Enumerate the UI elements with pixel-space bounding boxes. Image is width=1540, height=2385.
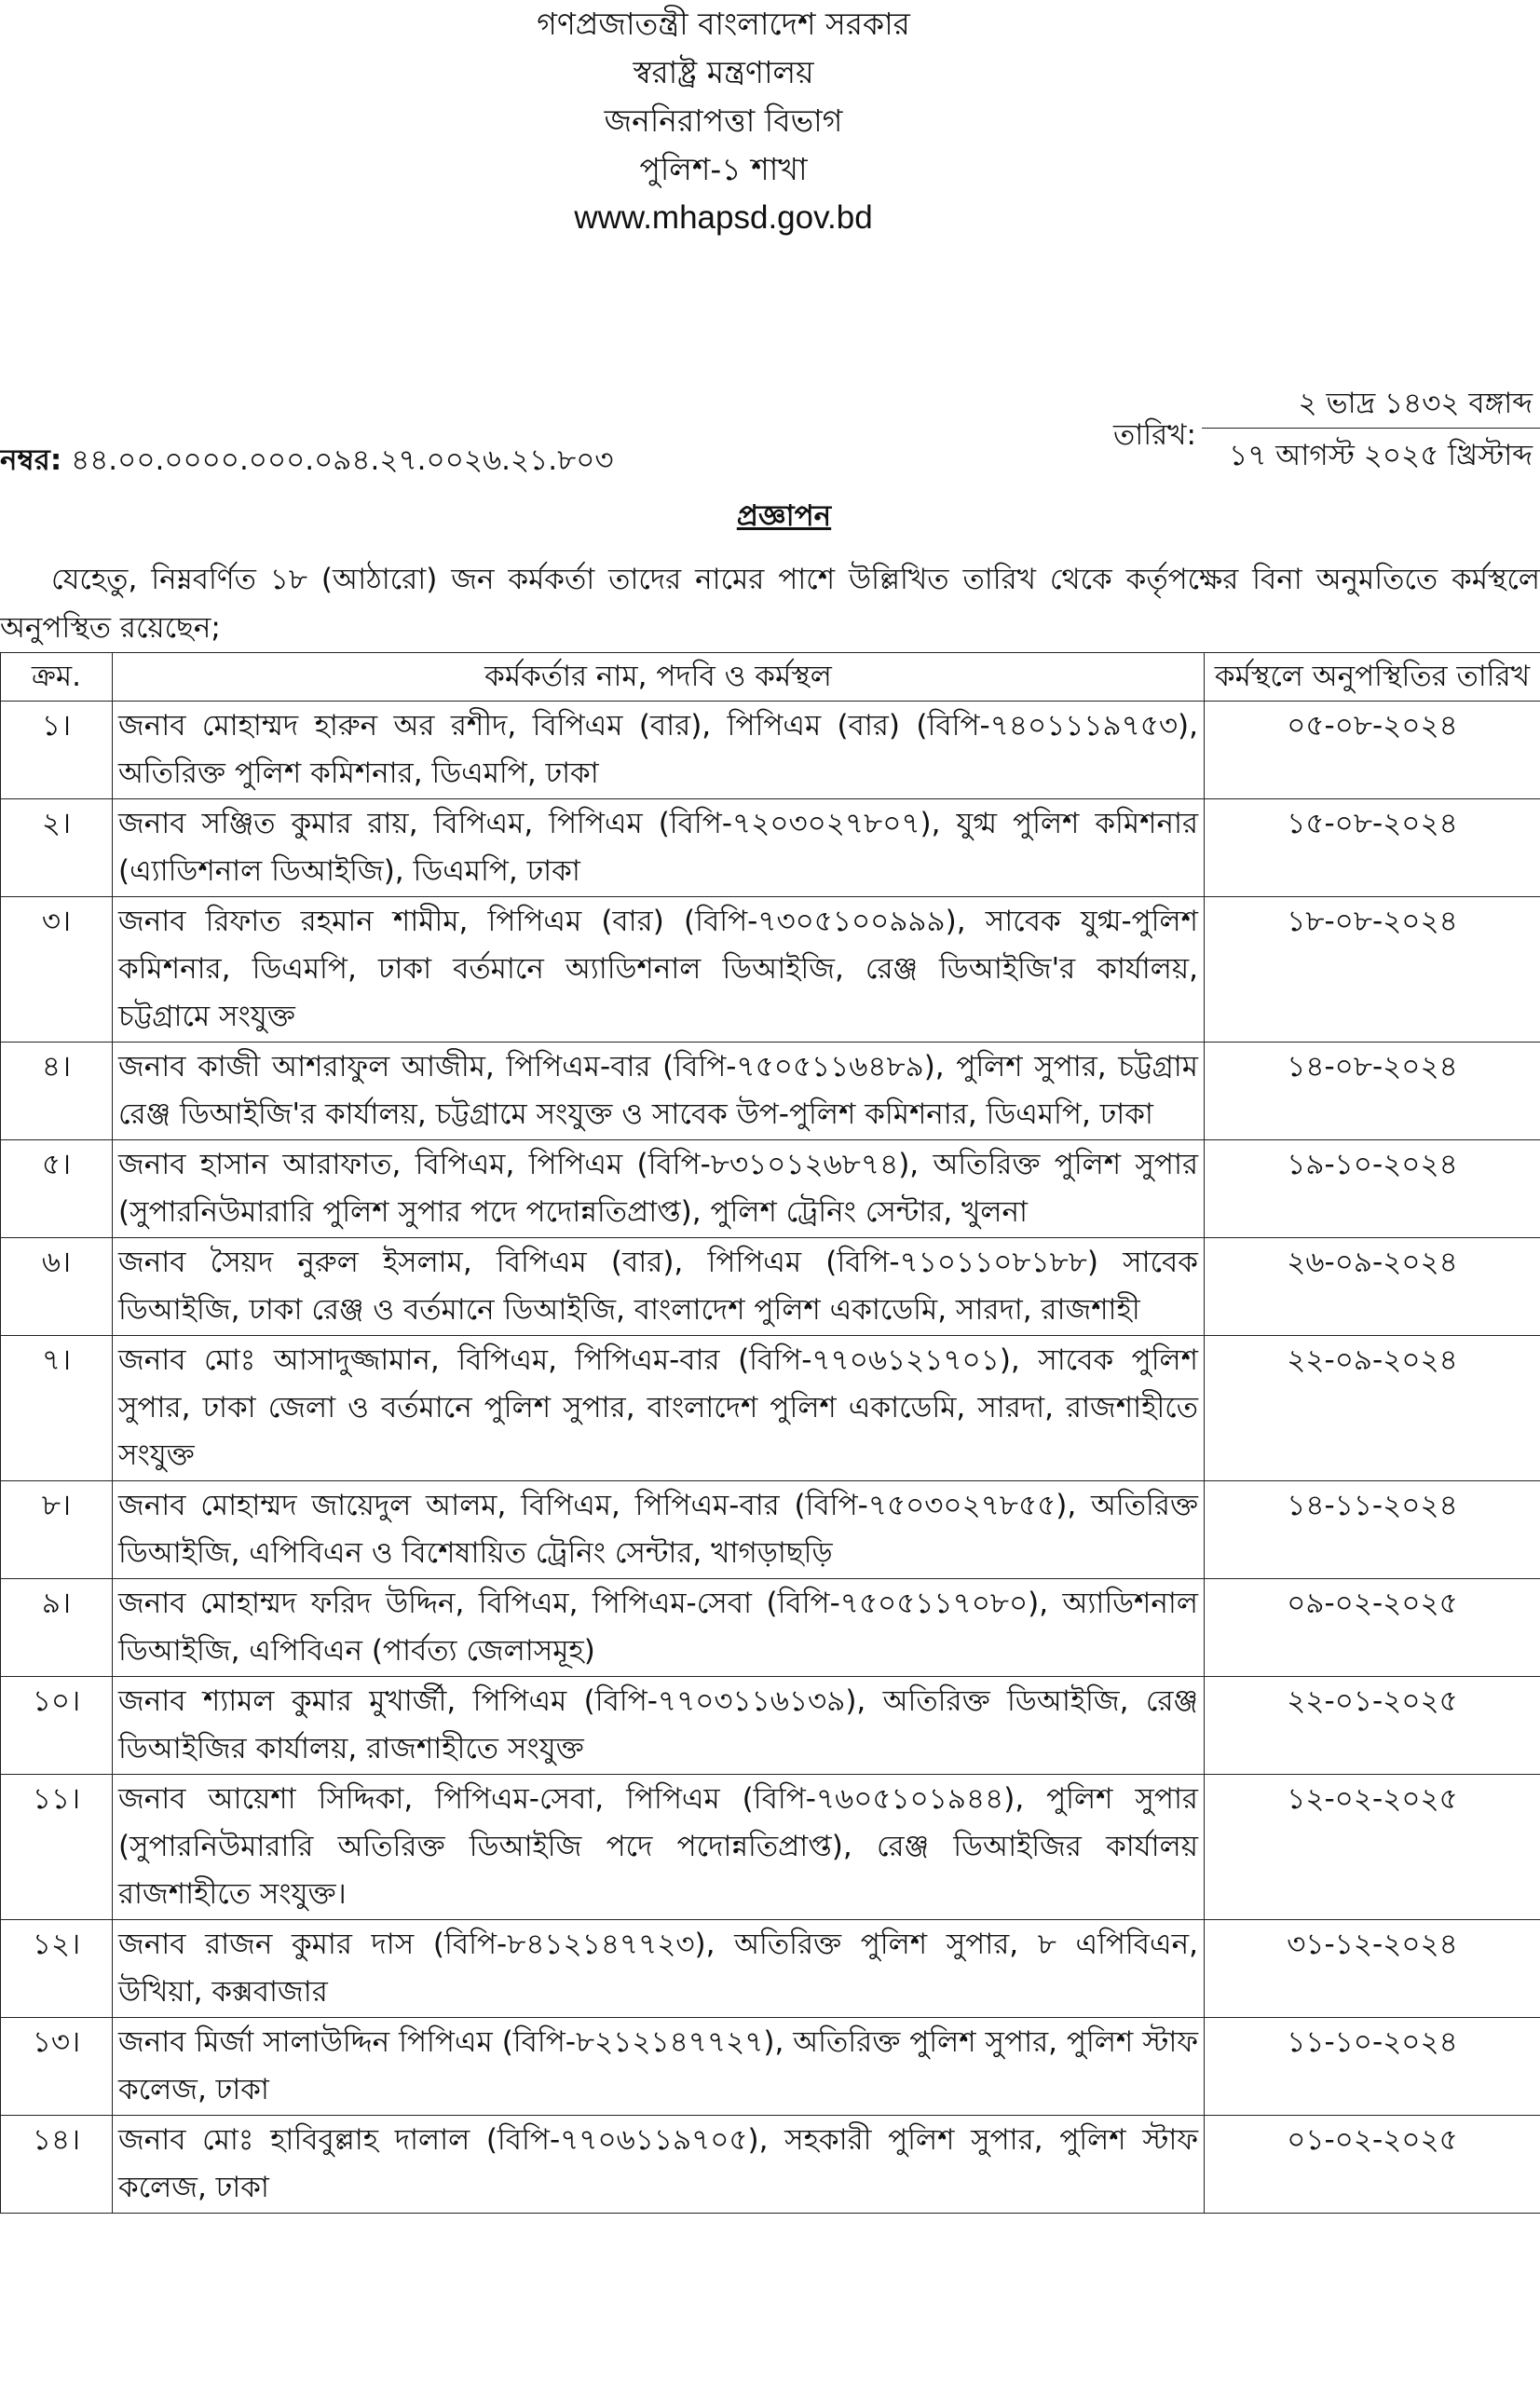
division-name: জননিরাপত্তা বিভাগ (604, 102, 843, 139)
row-description: জনাব সৈয়দ নুরুল ইসলাম, বিপিএম (বার), পিপিএম (বিপি-৭১০১১০৮১৮৮) সাবেক ডিআইজি, ঢাকা রেঞ্জ ও বর্তমানে ডিআইজি, বাংলাদেশ পুলিশ একাডেমি, সারদা, রাজশাহী (113, 1238, 1205, 1336)
row-absence-date: ১২-০২-২০২৫ (1205, 1775, 1540, 1920)
table-row (1, 2116, 1540, 2214)
row-description: জনাব রিফাত রহমান শামীম, পিপিএম (বার) (বিপি-৭৩০৫১০০৯৯৯), সাবেক যুগ্ম-পুলিশ কমিশনার, ডিএমপি, ঢাকা বর্তমানে অ্যাডিশনাল ডিআইজি, রেঞ্জ ডিআইজি'র কার্যালয়, চট্টগ্রামে সংযুক্ত (113, 897, 1205, 1043)
table-row (1, 2018, 1540, 2116)
row-description: জনাব শ্যামল কুমার মুখার্জী, পিপিএম (বিপি-৭৭০৩১১৬১৩৯), অতিরিক্ত ডিআইজি, রেঞ্জ ডিআইজির কার্যালয়, রাজশাহীতে সংযুক্ত (113, 1677, 1205, 1775)
row-description: জনাব মোহাম্মদ হারুন অর রশীদ, বিপিএম (বার), পিপিএম (বার) (বিপি-৭৪০১১১৯৭৫৩), অতিরিক্ত পুলিশ কমিশনার, ডিএমপি, ঢাকা (113, 702, 1205, 799)
table-row (1, 1238, 1540, 1336)
row-description: জনাব রাজন কুমার দাস (বিপি-৮৪১২১৪৭৭২৩), অতিরিক্ত পুলিশ সুপার, ৮ এপিবিএন, উখিয়া, কক্সবাজার (113, 1920, 1205, 2018)
government-name: গণপ্রজাতন্ত্রী বাংলাদেশ সরকার (537, 6, 910, 42)
table-row (1, 1140, 1540, 1238)
table-header-row (1, 653, 1540, 702)
row-description: জনাব মির্জা সালাউদ্দিন পিপিএম (বিপি-৮২১২১৪৭৭২৭), অতিরিক্ত পুলিশ সুপার, পুলিশ স্টাফ কলেজ, ঢাকা (113, 2018, 1205, 2116)
row-absence-date: ৩১-১২-২০২৪ (1205, 1920, 1540, 2018)
row-absence-date: ০৯-০২-২০২৫ (1205, 1579, 1540, 1677)
row-description: জনাব কাজী আশরাফুল আজীম, পিপিএম-বার (বিপি-৭৫০৫১১৬৪৮৯), পুলিশ সুপার, চট্টগ্রাম রেঞ্জ ডিআইজি'র কার্যালয়, চট্টগ্রামে সংযুক্ত ও সাবেক উপ-পুলিশ কমিশনার, ডিএমপি, ঢাকা (113, 1043, 1205, 1140)
header-absence-date: কর্মস্থলে অনুপস্থিতির তারিখ (1205, 653, 1540, 702)
date-block (1113, 377, 1540, 480)
table-row (1, 1920, 1540, 2018)
header-serial: ক্রম. (1, 653, 113, 702)
row-serial: ১০। (1, 1677, 113, 1775)
row-serial: ১৩। (1, 2018, 113, 2116)
row-absence-date: ১৪-১১-২০২৪ (1205, 1481, 1540, 1579)
row-absence-date: ২৬-০৯-২০২৪ (1205, 1238, 1540, 1336)
row-description: জনাব মোহাম্মদ ফরিদ উদ্দিন, বিপিএম, পিপিএম-সেবা (বিপি-৭৫০৫১১৭০৮০), অ্যাডিশনাল ডিআইজি, এপিবিএন (পার্বত্য জেলাসমূহ) (113, 1579, 1205, 1677)
row-serial: ৯। (1, 1579, 113, 1677)
row-serial: ৮। (1, 1481, 113, 1579)
table-row (1, 1336, 1540, 1481)
row-description: জনাব সঞ্জিত কুমার রায়, বিপিএম, পিপিএম (বিপি-৭২০৩০২৭৮০৭), যুগ্ম পুলিশ কমিশনার (এ্যাডিশনাল ডিআইজি), ডিএমপি, ঢাকা (113, 799, 1205, 897)
row-serial: ১। (1, 702, 113, 799)
branch-name: পুলিশ-১ শাখা (639, 151, 808, 187)
row-absence-date: ০৫-০৮-২০২৪ (1205, 702, 1540, 799)
date-gregorian: ১৭ আগস্ট ২০২৫ খ্রিস্টাব্দ (1229, 439, 1533, 472)
row-serial: ১৪। (1, 2116, 113, 2214)
row-serial: ৩। (1, 897, 113, 1043)
date-label: তারিখ: (1113, 418, 1196, 452)
table-row (1, 1775, 1540, 1920)
memo-label: নম্বর: (0, 443, 62, 477)
table-row (1, 1579, 1540, 1677)
header-description: কর্মকর্তার নাম, পদবি ও কর্মস্থল (113, 653, 1205, 702)
table-row (1, 1677, 1540, 1775)
website-url: www.mhapsd.gov.bd (574, 199, 873, 236)
officers-table (0, 652, 1540, 2214)
row-description: জনাব মোঃ আসাদুজ্জামান, বিপিএম, পিপিএম-বার (বিপি-৭৭০৬১২১৭০১), সাবেক পুলিশ সুপার, ঢাকা জেলা ও বর্তমানে পুলিশ সুপার, বাংলাদেশ পুলিশ একাডেমি, সারদা, রাজশাহীতে সংযুক্ত (113, 1336, 1205, 1481)
row-absence-date: ২২-০১-২০২৫ (1205, 1677, 1540, 1775)
row-description: জনাব হাসান আরাফাত, বিপিএম, পিপিএম (বিপি-৮৩১০১২৬৮৭৪), অতিরিক্ত পুলিশ সুপার (সুপারনিউমারারি পুলিশ সুপার পদে পদোন্নতিপ্রাপ্ত), পুলিশ ট্রেনিং সেন্টার, খুলনা (113, 1140, 1205, 1238)
row-absence-date: ১১-১০-২০২৪ (1205, 2018, 1540, 2116)
memo-number: ৪৪.০০.০০০০.০০০.০৯৪.২৭.০০২৬.২১.৮০৩ (71, 443, 614, 477)
table-row (1, 799, 1540, 897)
ministry-name: স্বরাষ্ট্র মন্ত্রণালয় (633, 54, 814, 90)
row-serial: ৫। (1, 1140, 113, 1238)
row-absence-date: ১৮-০৮-২০২৪ (1205, 897, 1540, 1043)
row-serial: ৭। (1, 1336, 113, 1481)
row-description: জনাব মোঃ হাবিবুল্লাহ দালাল (বিপি-৭৭০৬১১৯৭০৫), সহকারী পুলিশ সুপার, পুলিশ স্টাফ কলেজ, ঢাকা (113, 2116, 1205, 2214)
row-absence-date: ০১-০২-২০২৫ (1205, 2116, 1540, 2214)
notice-title: প্রজ্ঞাপন (736, 499, 832, 533)
memo-number-line (0, 438, 614, 486)
table-row (1, 897, 1540, 1043)
row-serial: ৪। (1, 1043, 113, 1140)
table-row (1, 702, 1540, 799)
row-description: জনাব আয়েশা সিদ্দিকা, পিপিএম-সেবা, পিপিএম (বিপি-৭৬০৫১০১৯৪৪), পুলিশ সুপার (সুপারনিউমারারি অতিরিক্ত ডিআইজি পদে পদোন্নতিপ্রাপ্ত), রেঞ্জ ডিআইজির কার্যালয় রাজশাহীতে সংযুক্ত। (113, 1775, 1205, 1920)
row-serial: ১১। (1, 1775, 113, 1920)
row-absence-date: ১৫-০৮-২০২৪ (1205, 799, 1540, 897)
row-absence-date: ২২-০৯-২০২৪ (1205, 1336, 1540, 1481)
row-serial: ২। (1, 799, 113, 897)
intro-paragraph: যেহেতু, নিম্নবর্ণিত ১৮ (আঠারো) জন কর্মকর্তা তাদের নামের পাশে উল্লিখিত তারিখ থেকে কর্তৃপক্ষের বিনা অনুমতিতে কর্মস্থলে অনুপস্থিত রয়েছেন; (0, 563, 1540, 645)
table-row (1, 1043, 1540, 1140)
row-absence-date: ১৯-১০-২০২৪ (1205, 1140, 1540, 1238)
letterhead (0, 0, 1540, 242)
row-absence-date: ১৪-০৮-২০২৪ (1205, 1043, 1540, 1140)
row-serial: ১২। (1, 1920, 113, 2018)
date-bangla: ২ ভাদ্র ১৪৩২ বঙ্গাব্দ (1298, 387, 1533, 420)
row-description: জনাব মোহাম্মদ জায়েদুল আলম, বিপিএম, পিপিএম-বার (বিপি-৭৫০৩০২৭৮৫৫), অতিরিক্ত ডিআইজি, এপিবিএন ও বিশেষায়িত ট্রেনিং সেন্টার, খাগড়াছড়ি (113, 1481, 1205, 1579)
row-serial: ৬। (1, 1238, 113, 1336)
table-row (1, 1481, 1540, 1579)
